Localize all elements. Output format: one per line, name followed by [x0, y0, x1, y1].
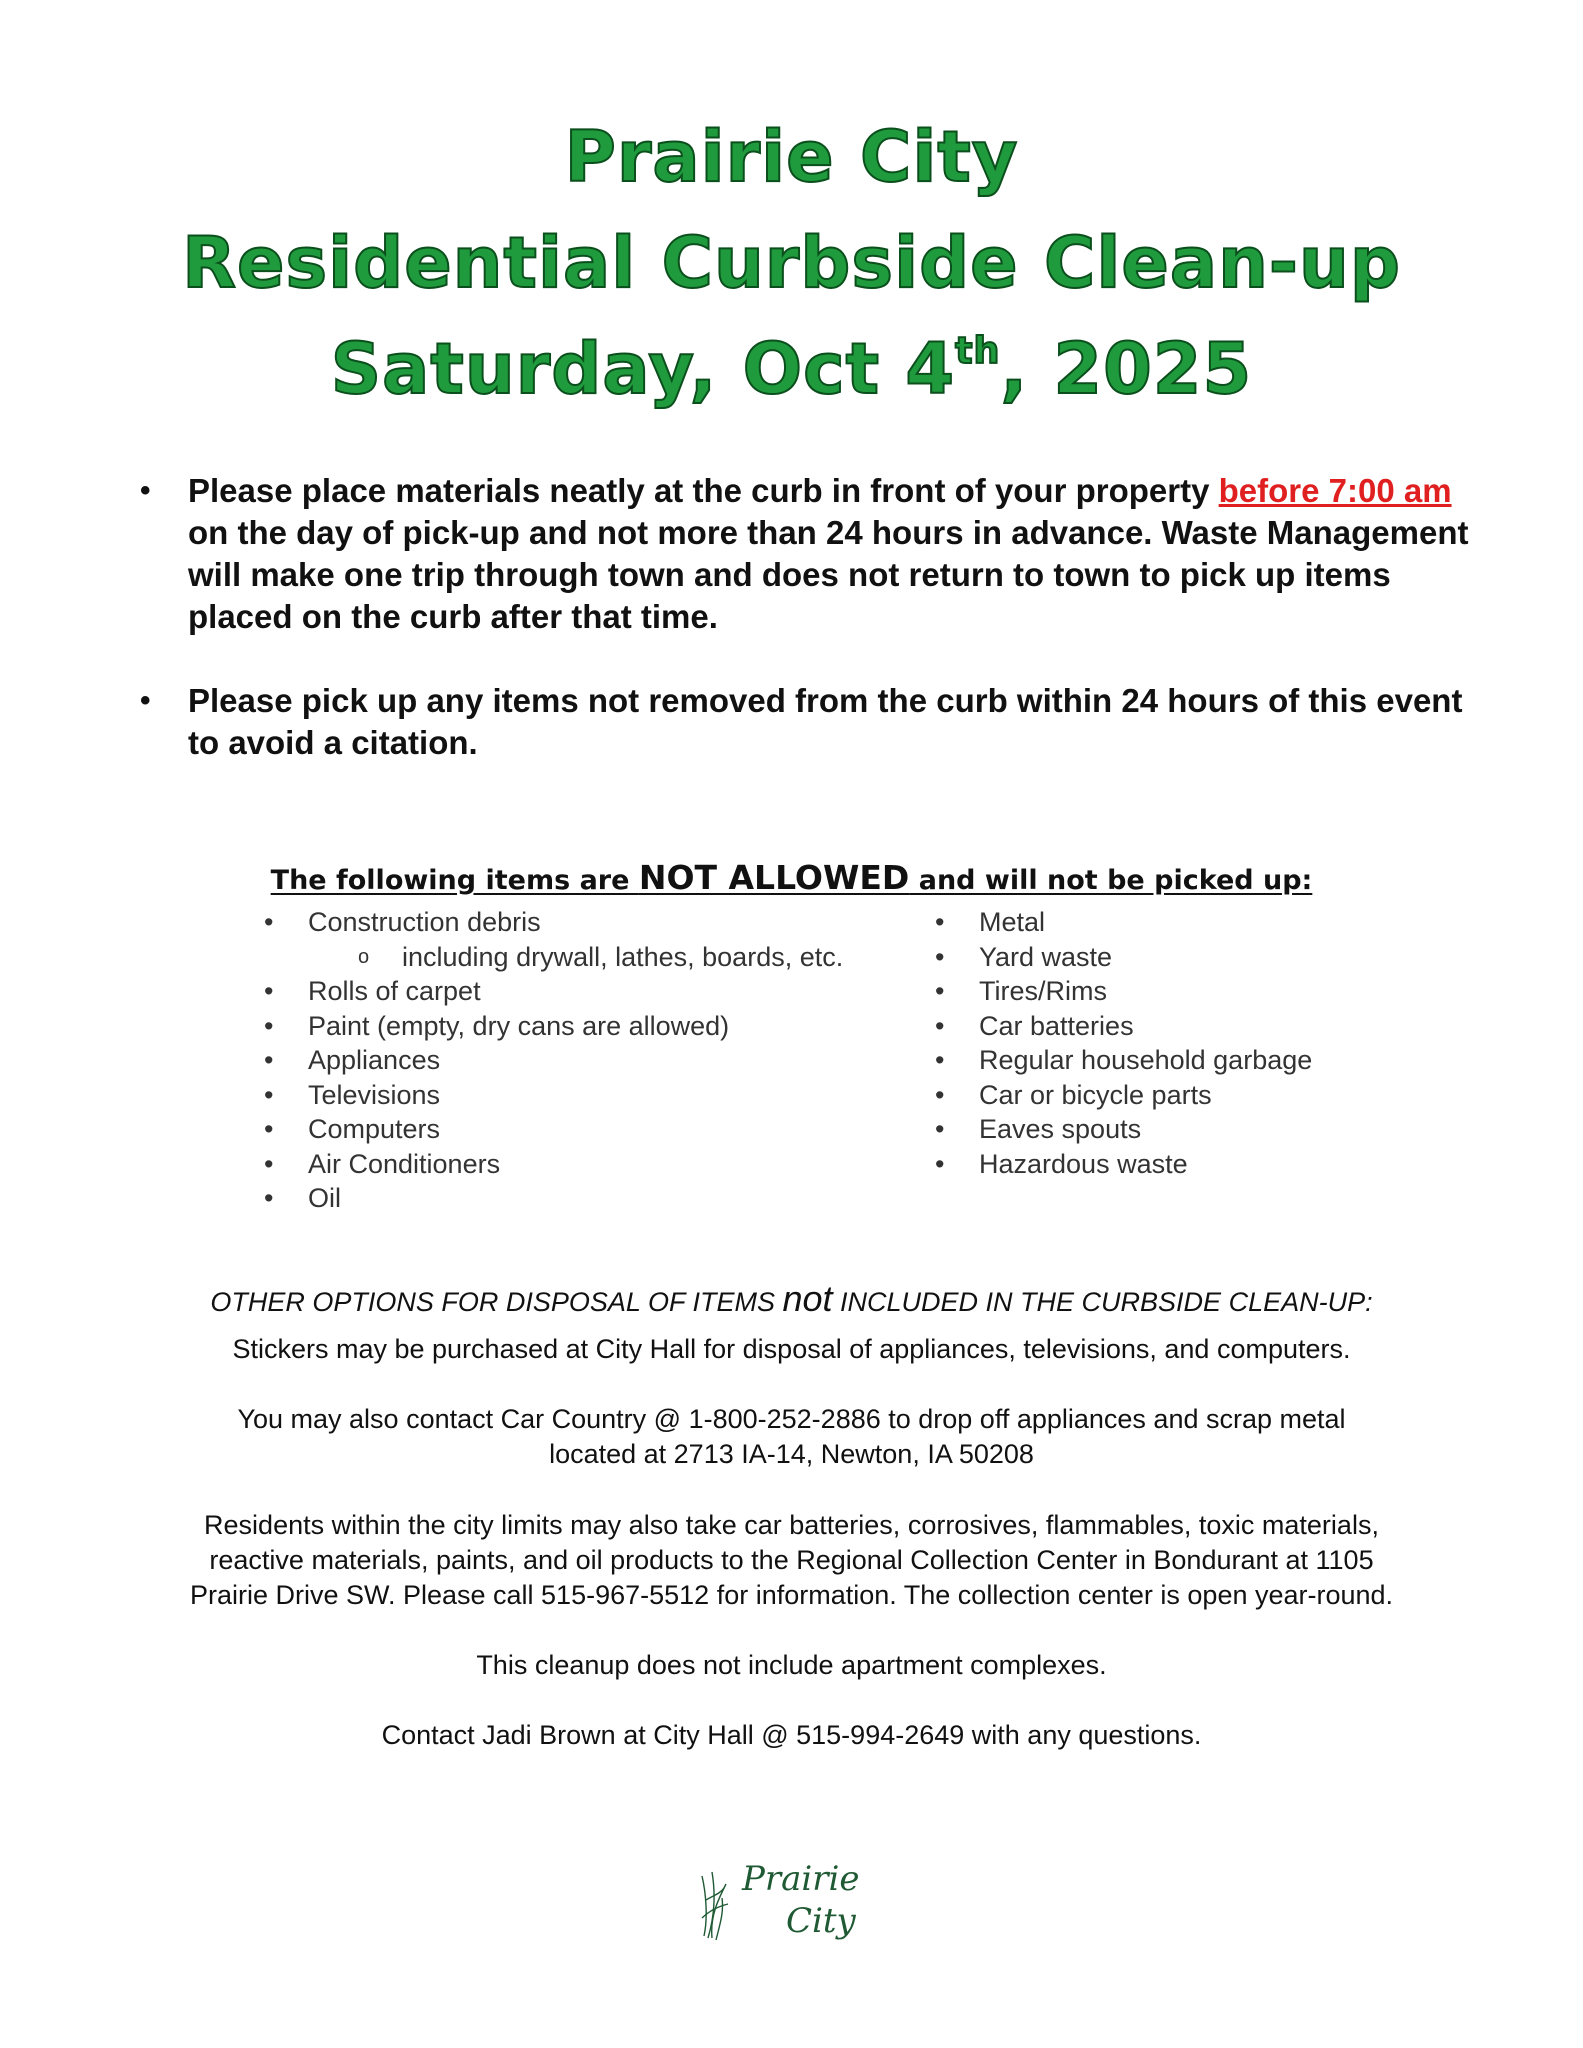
list-item: • Eaves spouts: [935, 1112, 1312, 1147]
date-ordinal: th: [955, 329, 1001, 373]
list-item: • Rolls of carpet: [264, 974, 843, 1009]
logo-word-prairie: Prairie: [742, 1859, 860, 1899]
other-options-heading-post: INCLUDED IN THE CURBSIDE CLEAN-UP:: [832, 1287, 1373, 1317]
list-item: • Oil: [264, 1181, 843, 1216]
instruction-placement: [140, 470, 1500, 638]
instruction-placement-text-1: Please place materials neatly at the curb in front of your property: [188, 472, 1219, 509]
not-allowed-list-left: [264, 905, 843, 1216]
collection-center-line: Prairie Drive SW. Please call 515-967-5512 for information. The collection center is open year-round.: [189, 1580, 1394, 1610]
apartments-note: This cleanup does not include apartment complexes.: [476, 1650, 1107, 1680]
list-subitem: o including drywall, lathes, boards, etc.: [264, 940, 843, 975]
not-allowed-list-right: [935, 905, 1312, 1181]
other-options-heading: [0, 1278, 1583, 1320]
other-options-heading-pre: OTHER OPTIONS FOR DISPOSAL OF ITEMS: [210, 1287, 783, 1317]
not-allowed-heading-text: [270, 858, 1313, 897]
not-allowed-emphasis: NOT ALLOWED: [638, 858, 910, 897]
not-allowed-heading-post: and will not be picked up:: [909, 865, 1313, 896]
instructions-list: [140, 470, 1500, 764]
list-item: • Regular household garbage: [935, 1043, 1312, 1078]
instruction-placement-text-2: on the day of pick-up and not more than 24 hours in advance. Waste Management will make one trip through town and does not return to town to pick up items placed on the curb after that time.: [188, 514, 1469, 635]
title-line-event: Residential Curbside Clean-up: [182, 222, 1401, 304]
list-item: • Construction debris: [264, 905, 843, 940]
other-options-heading-not: not: [782, 1278, 833, 1319]
stickers-paragraph: Stickers may be purchased at City Hall for disposal of appliances, televisions, and computers.: [232, 1334, 1351, 1364]
list-item: • Car or bicycle parts: [935, 1078, 1312, 1113]
list-item: • Tires/Rims: [935, 974, 1312, 1009]
list-item: • Hazardous waste: [935, 1147, 1312, 1182]
date-text: Saturday, Oct 4: [330, 328, 956, 410]
not-allowed-heading-pre: The following items are: [270, 865, 639, 896]
collection-center-paragraph: [0, 1508, 1583, 1613]
list-item: • Car batteries: [935, 1009, 1312, 1044]
car-country-line: You may also contact Car Country @ 1-800-252-2886 to drop off appliances and scrap metal: [237, 1404, 1346, 1434]
car-country-address: located at 2713 IA-14, Newton, IA 50208: [549, 1439, 1034, 1469]
grass-icon: [702, 1872, 728, 1940]
list-item: • Televisions: [264, 1078, 843, 1113]
list-item: • Yard waste: [935, 940, 1312, 975]
collection-center-line: Residents within the city limits may also take car batteries, corrosives, flammables, toxic materials,: [204, 1510, 1379, 1540]
list-item: • Computers: [264, 1112, 843, 1147]
not-allowed-heading: [0, 858, 1583, 897]
list-item: • Paint (empty, dry cans are allowed): [264, 1009, 843, 1044]
deadline-highlight: before 7:00 am: [1218, 472, 1452, 509]
contact-line: Contact Jadi Brown at City Hall @ 515-994-2649 with any questions.: [381, 1720, 1202, 1750]
date-year: , 2025: [1000, 328, 1253, 410]
car-country-paragraph: [0, 1402, 1583, 1472]
list-item: • Metal: [935, 905, 1312, 940]
title-line-city: Prairie City: [564, 116, 1019, 198]
prairie-city-logo: [698, 1848, 898, 1948]
instruction-pickup: • Please pick up any items not removed from the curb within 24 hours of this event to avoid a citation.: [140, 680, 1500, 764]
list-item: • Appliances: [264, 1043, 843, 1078]
logo-word-city: City: [786, 1901, 856, 1941]
collection-center-line: reactive materials, paints, and oil products to the Regional Collection Center in Bondurant at 1105: [209, 1545, 1374, 1575]
list-item: • Air Conditioners: [264, 1147, 843, 1182]
title-line-date: [0, 328, 1583, 410]
